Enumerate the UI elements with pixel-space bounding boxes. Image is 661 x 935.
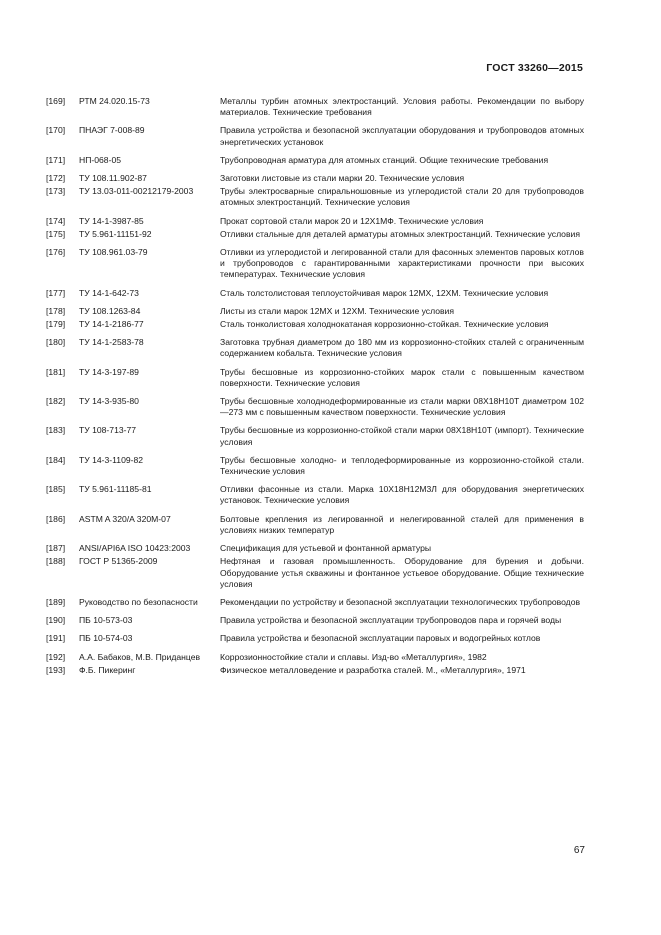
reference-code: ТУ 108-713-77 bbox=[79, 425, 137, 436]
reference-entry bbox=[46, 319, 584, 330]
bibliography-list bbox=[46, 96, 584, 676]
reference-description: Физическое металловедение и разработка сталей. М., «Металлургия», 1971 bbox=[220, 664, 526, 675]
reference-code: ТУ 5.961-11151-92 bbox=[79, 228, 152, 239]
reference-description: Трубы бесшовные из коррозионно-стойких марок стали с повышенным качеством поверхности. Технические условия bbox=[220, 366, 584, 388]
reference-description: Правила устройства и безопасной эксплуатации трубопроводов пара и горячей воды bbox=[220, 615, 562, 626]
page-number: 67 bbox=[573, 845, 585, 856]
reference-description: Правила устройства и безопасной эксплуатации паровых и водогрейных котлов bbox=[220, 633, 541, 644]
reference-description: Листы из стали марок 12МХ и 12ХМ. Технические условия bbox=[220, 305, 455, 316]
reference-number: [192] bbox=[46, 651, 66, 662]
reference-description: Нефтяная и газовая промышленность. Оборудование для бурения и добычи. Оборудование устья скважины и фонтанное устьевое оборудование. Общие технические условия bbox=[220, 556, 584, 589]
reference-entry bbox=[46, 455, 584, 477]
reference-entry bbox=[46, 597, 584, 608]
reference-code: РТМ 24.020.15-73 bbox=[79, 96, 150, 106]
reference-number: [170] bbox=[46, 125, 66, 136]
reference-entry bbox=[46, 514, 584, 536]
reference-description: Металлы турбин атомных электростанций. Условия работы. Рекомендации по выбору материалов. Технические требования bbox=[220, 96, 584, 118]
reference-number: [169] bbox=[46, 96, 66, 106]
reference-entry bbox=[46, 96, 584, 118]
reference-number: [178] bbox=[46, 305, 66, 316]
reference-code: ТУ 14-3-935-80 bbox=[79, 396, 139, 407]
reference-code: Ф.Б. Пикеринг bbox=[79, 664, 136, 675]
document-header: ГОСТ 33260—2015 bbox=[486, 62, 583, 74]
reference-number: [172] bbox=[46, 173, 66, 184]
reference-code: ТУ 5.961-11185-81 bbox=[79, 484, 152, 495]
reference-entry bbox=[46, 543, 584, 554]
reference-description: Сталь тонколистовая холоднокатаная коррозионно-стойкая. Технические условия bbox=[220, 319, 549, 330]
reference-code: ПБ 10-573-03 bbox=[79, 615, 133, 626]
reference-number: [175] bbox=[46, 228, 66, 239]
reference-number: [174] bbox=[46, 215, 66, 226]
reference-code: ПБ 10-574-03 bbox=[79, 633, 133, 644]
reference-number: [182] bbox=[46, 396, 66, 407]
reference-number: [184] bbox=[46, 454, 66, 465]
reference-entry bbox=[46, 288, 584, 299]
reference-description: Рекомендации по устройству и безопасной эксплуатации технологических трубопроводов bbox=[220, 596, 581, 607]
reference-description: Трубы электросварные спиральношовные из углеродистой стали 20 для трубопроводов атомных электростанций. Технические условия bbox=[220, 186, 584, 208]
reference-entry bbox=[46, 186, 584, 208]
reference-description: Спецификация для устьевой и фонтанной арматуры bbox=[220, 543, 432, 554]
reference-number: [189] bbox=[46, 596, 66, 607]
reference-description: Трубы бесшовные холодно- и теплодеформированные из коррозионно-стойкой стали. Технические условия bbox=[220, 454, 584, 477]
reference-entry bbox=[46, 556, 584, 590]
reference-entry bbox=[46, 665, 584, 676]
reference-code: ТУ 14-3-1109-82 bbox=[79, 454, 144, 465]
reference-entry bbox=[46, 337, 584, 359]
reference-entry bbox=[46, 396, 584, 418]
reference-entry bbox=[46, 652, 584, 663]
reference-description: Коррозионностойкие стали и сплавы. Изд-во «Металлургия», 1982 bbox=[220, 651, 487, 662]
reference-entry bbox=[46, 425, 584, 447]
reference-code: А.А. Бабаков, М.В. Приданцев bbox=[79, 651, 201, 662]
reference-code: ТУ 14-1-3987-85 bbox=[79, 215, 144, 226]
reference-description: Трубы бесшовные из коррозионно-стойкой стали марки 08Х18Н10Т (импорт). Технические условия bbox=[220, 425, 584, 447]
reference-entry bbox=[46, 216, 584, 227]
reference-description: Заготовки листовые из стали марки 20. Технические условия bbox=[220, 173, 465, 184]
reference-code: ТУ 13.03-011-00212179-2003 bbox=[79, 186, 194, 197]
reference-entry bbox=[46, 247, 584, 281]
reference-entry bbox=[46, 633, 584, 644]
reference-entry bbox=[46, 155, 584, 166]
reference-description: Отливки фасонные из стали. Марка 10Х18Н12М3Л для оборудования энергетических установок. Технические условия bbox=[220, 484, 584, 506]
reference-code: НП-068-05 bbox=[79, 154, 122, 165]
reference-entry bbox=[46, 173, 584, 184]
reference-code: ГОСТ Р 51365-2009 bbox=[79, 556, 158, 567]
reference-code: ANSI/API6A ISO 10423:2003 bbox=[79, 543, 191, 554]
reference-number: [185] bbox=[46, 484, 66, 495]
reference-description: Трубы бесшовные холоднодеформированные из стали марки 08Х18Н10Т диаметром 102—273 мм с повышенным качеством поверхности. Технические условия bbox=[220, 396, 584, 418]
reference-code: ТУ 14-1-2186-77 bbox=[79, 319, 144, 330]
reference-description: Правила устройства и безопасной эксплуатации оборудования и трубопроводов атомных энергетических установок bbox=[220, 125, 584, 147]
reference-entry bbox=[46, 306, 584, 317]
reference-number: [173] bbox=[46, 186, 66, 197]
reference-description: Заготовка трубная диаметром до 180 мм из коррозионно-стойких сталей с ограниченным содержанием кобальта. Технические условия bbox=[220, 337, 584, 359]
reference-description: Отливки из углеродистой и легированной стали для фасонных элементов паровых котлов и трубопроводов с гарантированными характеристиками прочности при высоких температурах. Технические условия bbox=[220, 247, 584, 280]
reference-code: ТУ 14-1-642-73 bbox=[79, 287, 139, 298]
reference-number: [193] bbox=[46, 664, 66, 675]
reference-number: [187] bbox=[46, 543, 66, 554]
reference-number: [179] bbox=[46, 319, 66, 330]
reference-entry bbox=[46, 229, 584, 240]
reference-number: [176] bbox=[46, 247, 66, 258]
reference-code: ТУ 14-1-2583-78 bbox=[79, 337, 144, 348]
reference-entry bbox=[46, 615, 584, 626]
reference-code: ТУ 108.1263-84 bbox=[79, 305, 141, 316]
reference-number: [171] bbox=[46, 154, 66, 165]
reference-number: [191] bbox=[46, 633, 66, 644]
reference-code: ASTM A 320/A 320M-07 bbox=[79, 513, 171, 524]
reference-entry bbox=[46, 367, 584, 389]
reference-number: [188] bbox=[46, 556, 66, 567]
reference-code: Руководство по безопасности bbox=[79, 596, 198, 607]
reference-number: [181] bbox=[46, 366, 66, 377]
reference-code: ПНАЭГ 7-008-89 bbox=[79, 125, 145, 136]
reference-number: [180] bbox=[46, 337, 66, 348]
reference-number: [177] bbox=[46, 287, 66, 298]
reference-description: Болтовые крепления из легированной и нелегированной сталей для применения в условиях низких температур bbox=[220, 513, 584, 535]
reference-entry bbox=[46, 125, 584, 147]
reference-number: [186] bbox=[46, 513, 66, 524]
reference-number: [190] bbox=[46, 615, 66, 626]
reference-description: Отливки стальные для деталей арматуры атомных электростанций. Технические условия bbox=[220, 228, 580, 239]
reference-description: Трубопроводная арматура для атомных станций. Общие технические требования bbox=[220, 154, 549, 165]
reference-description: Сталь толстолистовая теплоустойчивая марок 12МХ, 12ХМ. Технические условия bbox=[220, 287, 549, 298]
reference-code: ТУ 108.11.902-87 bbox=[79, 173, 147, 184]
reference-entry bbox=[46, 484, 584, 506]
reference-number: [183] bbox=[46, 425, 66, 436]
reference-code: ТУ 14-3-197-89 bbox=[79, 366, 139, 377]
reference-description: Прокат сортовой стали марок 20 и 12Х1МФ. Технические условия bbox=[220, 215, 484, 226]
reference-code: ТУ 108.961.03-79 bbox=[79, 247, 148, 258]
